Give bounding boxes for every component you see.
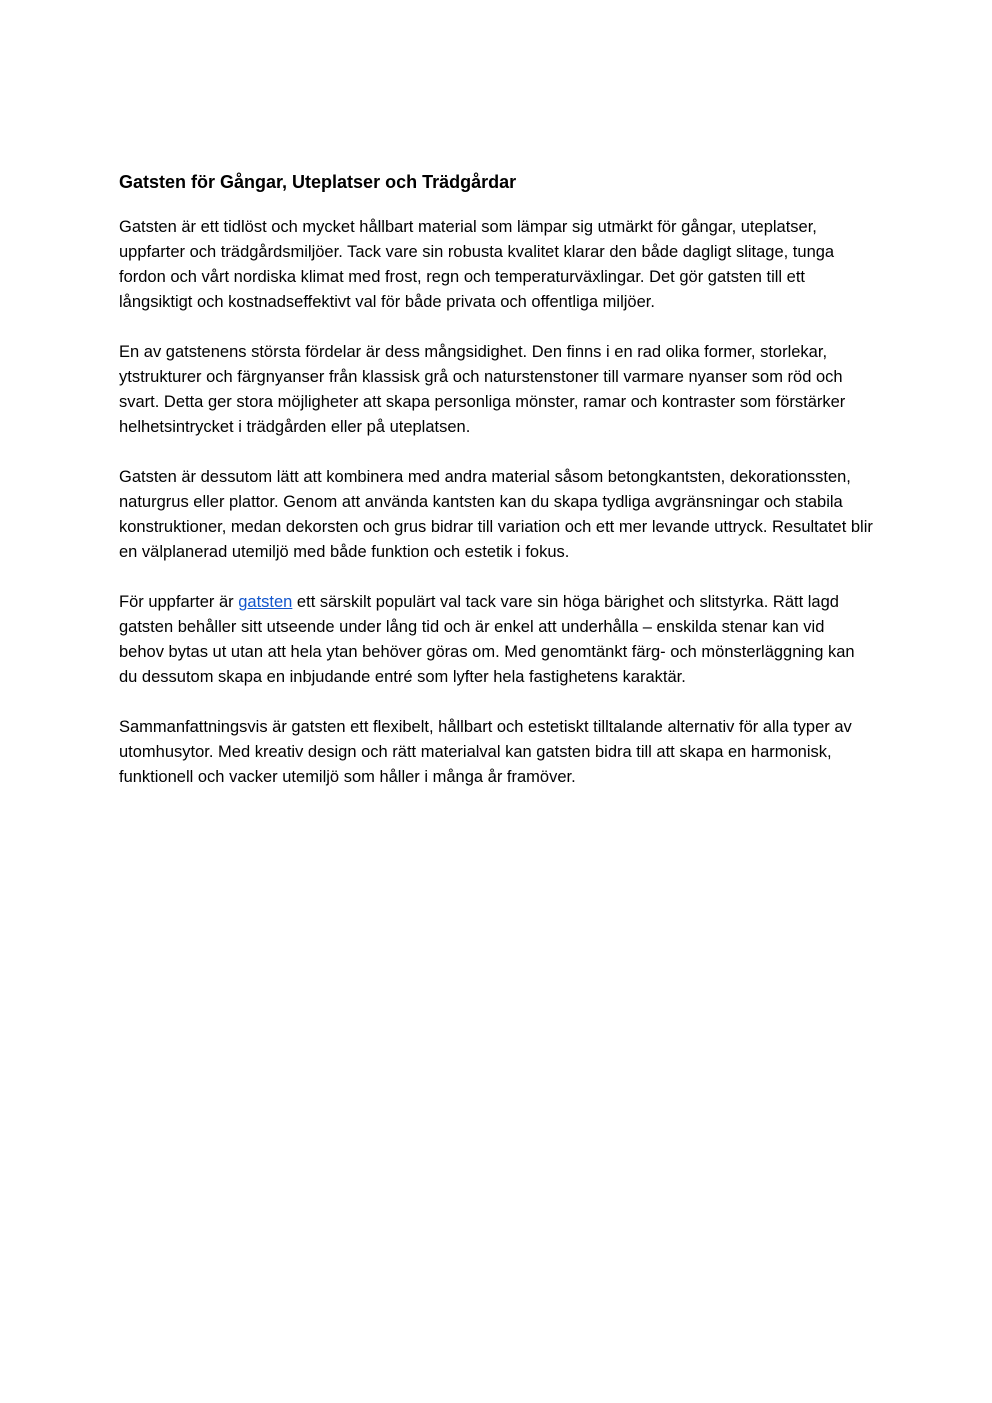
paragraph-versatility: En av gatstenens största fördelar är dess mångsidighet. Den finns i en rad olika former, storlekar, ytstrukturer och färgnyanser från klassisk grå och naturstenstoner till varmare nyanser som röd och svart. Detta ger stora möjligheter att skapa personliga mönster, ramar och kontraster som förstärker helhetsintrycket i trädgården eller på uteplatsen. (119, 343, 846, 436)
paragraph-text-after-link: ett särskilt populärt val tack vare sin höga bärighet och slitstyrka. Rätt lagd gatsten behåller sitt utseende under lång tid och är enkel att underhålla – enskilda stenar kan vid behov bytas ut utan att hela ytan behöver göras om. Med genomtänkt färg- och mönsterläggning kan du dessutom skapa en inbjudande entré som lyfter hela fastighetens karaktär. (119, 593, 855, 686)
paragraph-summary: Sammanfattningsvis är gatsten ett flexibelt, hållbart och estetiskt tilltalande alternativ för alla typer av utomhusytor. Med kreativ design och rätt materialval kan gatsten bidra till att skapa en harmonisk, funktionell och vacker utemiljö som håller i många år framöver. (119, 718, 852, 786)
paragraph-intro: Gatsten är ett tidlöst och mycket hållbart material som lämpar sig utmärkt för gångar, uteplatser, uppfarter och trädgårdsmiljöer. Tack vare sin robusta kvalitet klarar den både dagligt slitage, tunga fordon och vårt nordiska klimat med frost, regn och temperaturväxlingar. Det gör gatsten till ett långsiktigt och kostnadseffektivt val för både privata och offentliga miljöer. (119, 218, 835, 311)
paragraph-text-before-link: För uppfarter är (119, 593, 239, 611)
document-heading: Gatsten för Gångar, Uteplatser och Trädgårdar (119, 172, 517, 192)
paragraph-combination: Gatsten är dessutom lätt att kombinera med andra material såsom betongkantsten, dekorationssten, naturgrus eller plattor. Genom att använda kantsten kan du skapa tydliga avgränsningar och stabila konstruktioner, medan dekorsten och grus bidrar till variation och ett mer levande uttryck. Resultatet blir en välplanerad utemiljö med både funktion och estetik i fokus. (119, 468, 873, 561)
paragraph-driveways (119, 590, 873, 690)
gatsten-link[interactable]: gatsten (238, 593, 293, 611)
